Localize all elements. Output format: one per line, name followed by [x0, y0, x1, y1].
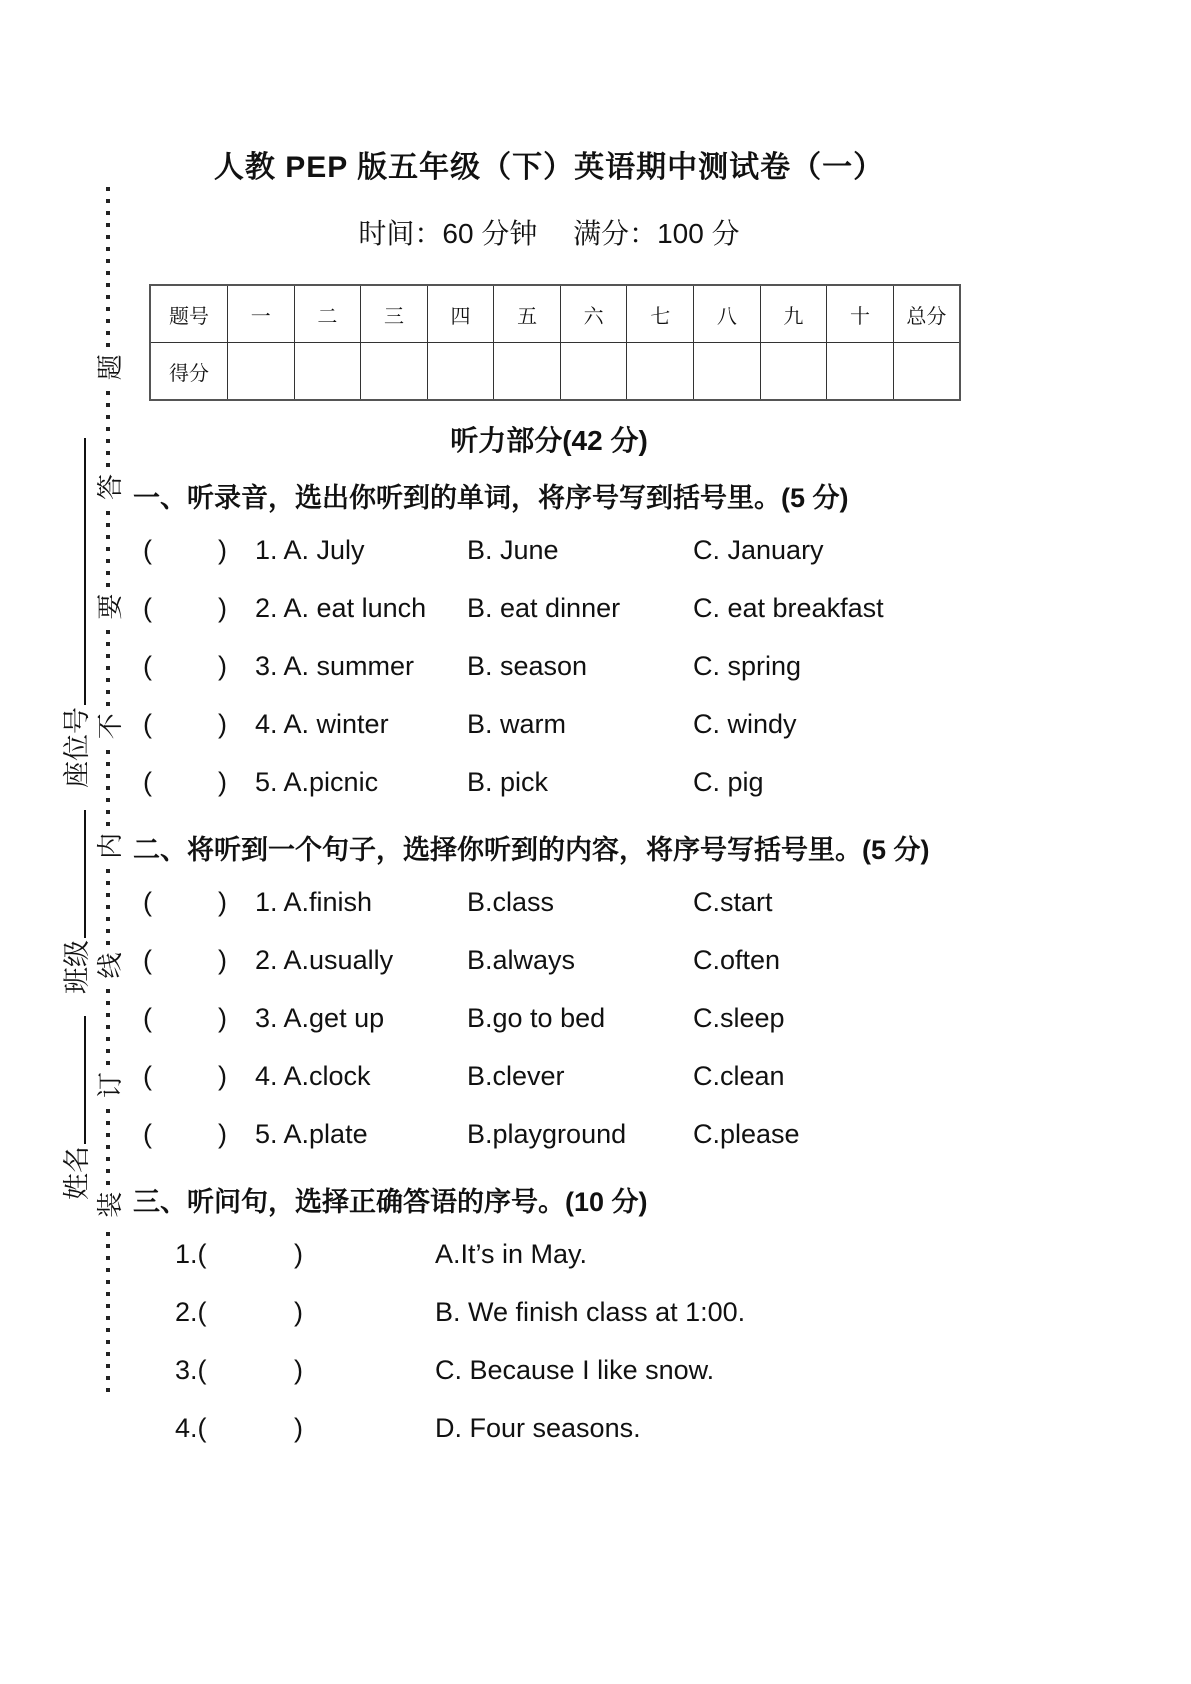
answer-bracket [143, 1003, 227, 1034]
answer-option: B. We finish class at 1:00. [435, 1296, 746, 1327]
question-row [133, 873, 965, 931]
question-row [133, 931, 965, 989]
answer-bracket [175, 1239, 303, 1270]
binding-dots [106, 387, 110, 467]
question-number: 1.( [175, 1238, 207, 1269]
score-table-header-cell: 四 [427, 285, 494, 343]
score-table-header-cell: 十 [827, 285, 894, 343]
answer-bracket [143, 709, 227, 740]
bracket-close: ) [294, 1412, 303, 1443]
question-row [133, 695, 965, 753]
binding-dots [106, 627, 110, 707]
score-table-header-cell: 三 [361, 285, 428, 343]
bracket-close: ) [294, 1354, 303, 1385]
question-row [133, 989, 965, 1047]
answer-bracket [143, 945, 227, 976]
option-a: 4. A.clock [255, 1060, 371, 1091]
answer-bracket [143, 651, 227, 682]
score-cell [427, 343, 494, 401]
score-cell [694, 343, 761, 401]
answer-bracket [143, 1061, 227, 1092]
bracket-open: ( [143, 886, 152, 917]
option-a: 1. A.finish [255, 886, 373, 917]
bracket-open: ( [143, 534, 152, 565]
section-2 [133, 827, 965, 1163]
exam-meta: 时间：60 分钟 满分：100 分 [358, 218, 740, 249]
bracket-open: ( [143, 650, 152, 681]
binding-dots [106, 866, 110, 946]
binding-line-char: 线 [94, 952, 125, 979]
score-table-header-cell: 六 [560, 285, 627, 343]
score-cell [827, 343, 894, 401]
option-c: C.sleep [693, 1002, 785, 1033]
score-table-score-row [150, 343, 960, 401]
question-number: 2.( [175, 1296, 207, 1327]
option-b: B.playground [467, 1118, 627, 1149]
option-a: 2. A.usually [255, 944, 394, 975]
student-info-label: 班级 [62, 940, 92, 994]
bracket-open: ( [143, 1060, 152, 1091]
binding-line-char: 答 [94, 473, 125, 500]
answer-bracket [143, 887, 227, 918]
score-table-header-cell: 九 [760, 285, 827, 343]
question-row [133, 753, 965, 811]
option-c: C.clean [693, 1060, 785, 1091]
option-b: B.always [467, 944, 576, 975]
listening-sections [133, 475, 965, 1457]
score-table-header-cell: 一 [228, 285, 295, 343]
question-row [133, 1283, 965, 1341]
option-b: B. June [467, 534, 559, 565]
question-row [133, 1047, 965, 1105]
option-c: C.please [693, 1118, 800, 1149]
option-a: 5. A.picnic [255, 766, 379, 797]
score-label-cell: 得分 [150, 343, 228, 401]
question-row [133, 637, 965, 695]
score-table-header-cell: 七 [627, 285, 694, 343]
bracket-open: ( [143, 766, 152, 797]
binding-dots [106, 746, 110, 826]
option-c: C. pig [693, 766, 764, 797]
binding-line-char: 装 [94, 1191, 125, 1218]
answer-bracket [143, 535, 227, 566]
question-row [133, 1399, 965, 1457]
bracket-open: ( [143, 1118, 152, 1149]
option-b: B. eat dinner [467, 592, 621, 623]
answer-option: A.It’s in May. [435, 1238, 588, 1269]
binding-dots [106, 1225, 110, 1392]
bracket-close: ) [218, 1060, 227, 1091]
binding-line-char: 不 [94, 713, 125, 740]
section-heading: 三、听问句，选择正确答语的序号。(10 分) [133, 1187, 648, 1217]
student-info-blank [74, 1016, 86, 1144]
score-table-header-cell: 八 [694, 285, 761, 343]
score-cell [228, 343, 295, 401]
bracket-open: ( [143, 944, 152, 975]
option-a: 5. A.plate [255, 1118, 368, 1149]
option-c: C. spring [693, 650, 802, 681]
student-info-blank [74, 810, 86, 938]
option-c: C. January [693, 534, 824, 565]
answer-option: C. Because I like snow. [435, 1354, 715, 1385]
section-3 [133, 1179, 965, 1457]
exam-content [133, 142, 965, 1457]
score-table [149, 284, 961, 401]
bracket-open: ( [143, 1002, 152, 1033]
question-row [133, 579, 965, 637]
option-a: 1. A. July [255, 534, 365, 565]
answer-bracket [143, 1119, 227, 1150]
score-cell [560, 343, 627, 401]
score-table-header-cell: 总分 [893, 285, 960, 343]
page-title: 人教 PEP 版五年级（下）英语期中测试卷（一） [213, 151, 885, 184]
option-c: C. eat breakfast [693, 592, 884, 623]
binding-line-char: 要 [94, 593, 125, 620]
student-info-label: 姓名 [62, 1146, 92, 1200]
option-c: C.often [693, 944, 781, 975]
bracket-open: ( [143, 708, 152, 739]
binding-line [92, 180, 124, 1392]
bracket-close: ) [294, 1296, 303, 1327]
binding-dots [106, 1105, 110, 1185]
question-row [133, 1225, 965, 1283]
answer-bracket [175, 1355, 303, 1386]
section-heading: 一、听录音，选出你听到的单词，将序号写到括号里。(5 分) [133, 483, 849, 513]
option-a: 3. A.get up [255, 1002, 385, 1033]
binding-dots [106, 986, 110, 1066]
student-info-line [56, 438, 92, 1200]
score-cell [760, 343, 827, 401]
option-b: B. pick [467, 766, 549, 797]
binding-line-char: 内 [94, 832, 125, 859]
answer-bracket [143, 767, 227, 798]
score-cell [294, 343, 361, 401]
question-number: 3.( [175, 1354, 207, 1385]
question-row [133, 1341, 965, 1399]
bracket-open: ( [143, 592, 152, 623]
bracket-close: ) [218, 650, 227, 681]
score-cell [361, 343, 428, 401]
binding-line-char: 题 [94, 354, 125, 381]
binding-dots [106, 180, 110, 347]
option-b: B.clever [467, 1060, 565, 1091]
option-b: B.go to bed [467, 1002, 606, 1033]
answer-bracket [175, 1297, 303, 1328]
answer-bracket [143, 593, 227, 624]
bracket-close: ) [218, 1002, 227, 1033]
score-cell [494, 343, 561, 401]
bracket-close: ) [218, 944, 227, 975]
bracket-close: ) [218, 1118, 227, 1149]
binding-line-char: 订 [94, 1072, 125, 1099]
student-info-blank [74, 438, 86, 705]
binding-dots [106, 507, 110, 587]
score-table-header-cell: 题号 [150, 285, 228, 343]
answer-option: D. Four seasons. [435, 1412, 641, 1443]
question-number: 4.( [175, 1412, 207, 1443]
answer-bracket [175, 1413, 303, 1444]
section-heading: 二、将听到一个句子，选择你听到的内容，将序号写括号里。(5 分) [133, 835, 930, 865]
question-row [133, 521, 965, 579]
student-info-label: 座位号 [62, 707, 92, 788]
option-a: 4. A. winter [255, 708, 389, 739]
bracket-close: ) [294, 1238, 303, 1269]
score-cell [893, 343, 960, 401]
option-b: B.class [467, 886, 555, 917]
bracket-close: ) [218, 592, 227, 623]
option-c: C. windy [693, 708, 797, 739]
score-cell [627, 343, 694, 401]
option-b: B. season [467, 650, 588, 681]
bracket-close: ) [218, 534, 227, 565]
bracket-close: ) [218, 766, 227, 797]
score-table-header-row [150, 285, 960, 343]
section-1 [133, 475, 965, 811]
option-a: 2. A. eat lunch [255, 592, 427, 623]
option-b: B. warm [467, 708, 567, 739]
option-c: C.start [693, 886, 773, 917]
question-row [133, 1105, 965, 1163]
bracket-close: ) [218, 708, 227, 739]
score-table-header-cell: 二 [294, 285, 361, 343]
bracket-close: ) [218, 886, 227, 917]
listening-part-heading: 听力部分(42 分) [450, 425, 648, 456]
score-table-header-cell: 五 [494, 285, 561, 343]
option-a: 3. A. summer [255, 650, 415, 681]
